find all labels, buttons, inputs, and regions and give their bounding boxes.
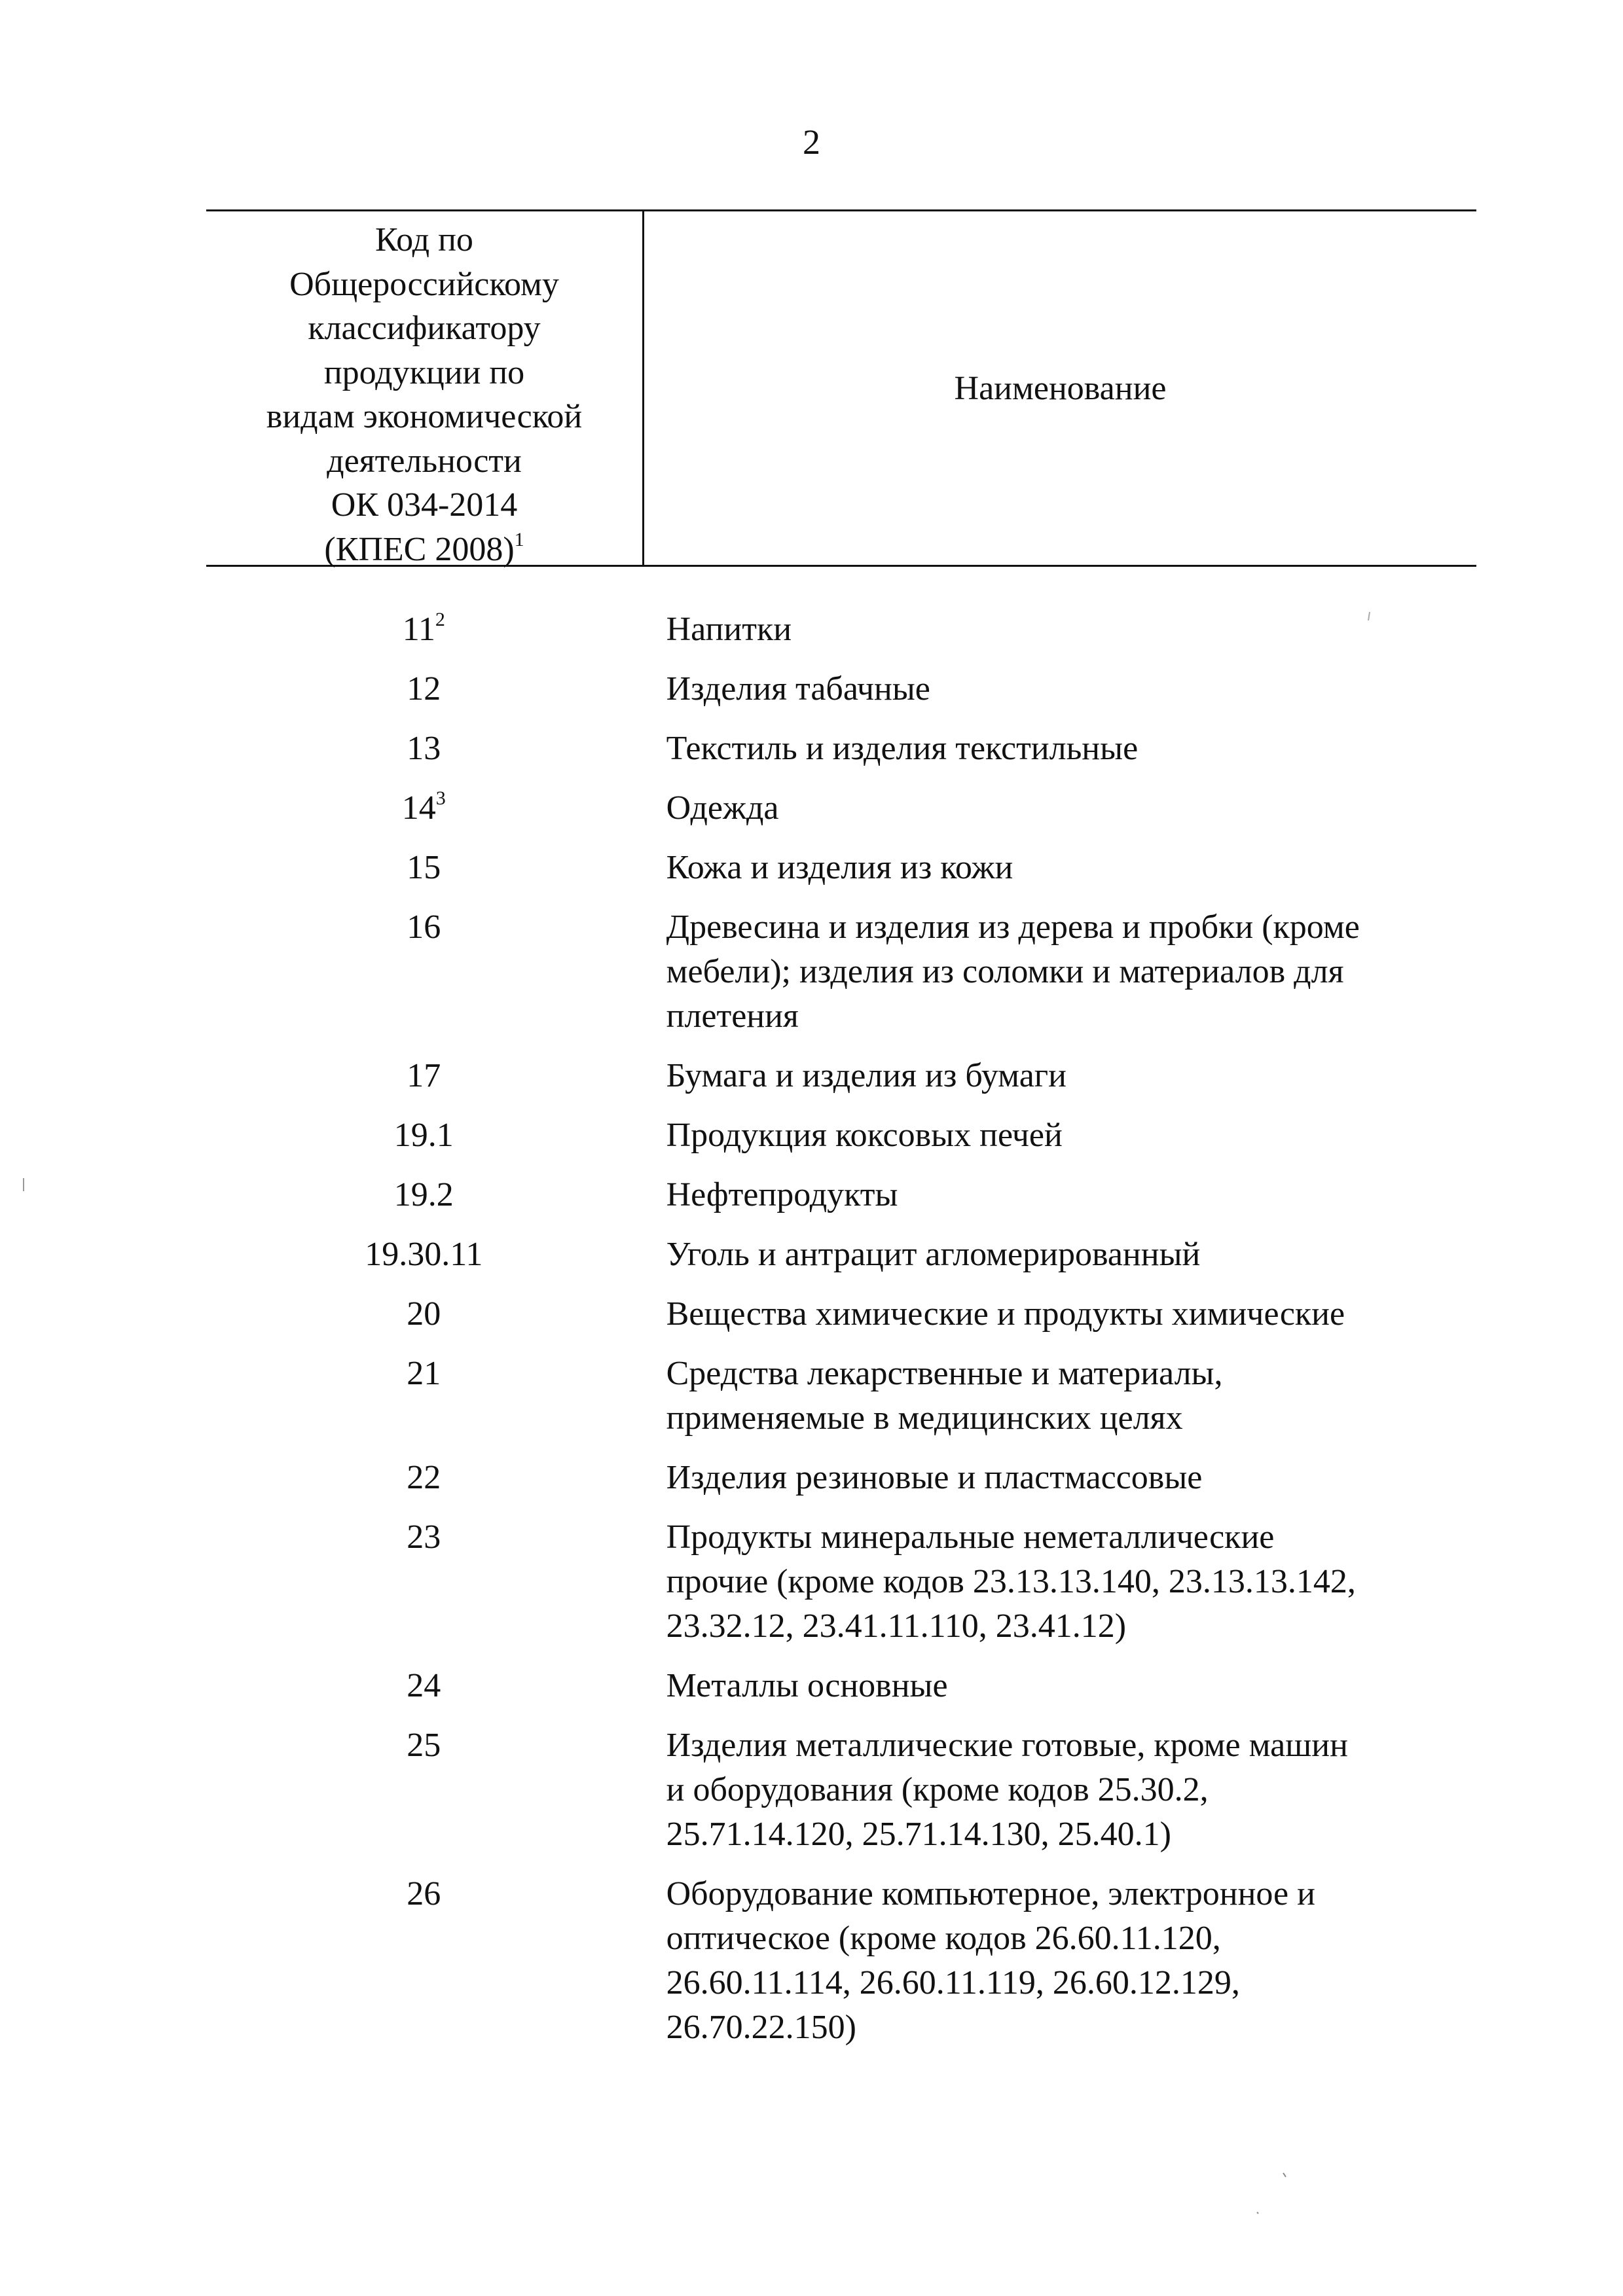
row-name-line: Изделия металлические готовые, кроме машин bbox=[666, 1727, 1348, 1764]
header-code-kpes: (КПЕС 2008) bbox=[324, 530, 515, 568]
row-name-line: Уголь и антрацит агломерированный bbox=[666, 1236, 1201, 1273]
row-name-line: 26.60.11.114, 26.60.11.119, 26.60.12.129, bbox=[666, 1964, 1240, 2001]
row-name-line: 25.71.14.120, 25.71.14.130, 25.40.1) bbox=[666, 1816, 1171, 1853]
row-name-line: применяемые в медицинских целях bbox=[666, 1399, 1183, 1437]
row-code-text: 12 bbox=[407, 670, 441, 708]
row-code-text: 15 bbox=[407, 849, 441, 886]
row-name-line: 23.32.12, 23.41.11.110, 23.41.12) bbox=[666, 1607, 1127, 1645]
row-name-line: плетения bbox=[666, 997, 799, 1035]
header-code-line: ОК 034-2014 bbox=[331, 486, 518, 524]
row-code-text: 14 bbox=[401, 789, 436, 827]
header-code-line: видам экономической bbox=[266, 398, 583, 435]
row-name-line: Текстиль и изделия текстильные bbox=[666, 730, 1139, 767]
scan-speck bbox=[1257, 2212, 1258, 2214]
header-code-line: Код по bbox=[375, 221, 473, 259]
row-code-text: 26 bbox=[407, 1875, 441, 1912]
row-name-line: Бумага и изделия из бумаги bbox=[666, 1057, 1067, 1094]
header-code-line: классификатору bbox=[308, 310, 541, 347]
row-name-line: 26.70.22.150) bbox=[666, 2009, 856, 2046]
row-name-line: Металлы основные bbox=[666, 1667, 948, 1704]
row-code-text: 19.1 bbox=[393, 1117, 454, 1154]
header-code-line: Общероссийскому bbox=[289, 265, 559, 303]
row-name-line: Изделия табачные bbox=[666, 670, 930, 708]
row-name-line: Средства лекарственные и материалы, bbox=[666, 1355, 1223, 1392]
row-code-text: 17 bbox=[407, 1057, 441, 1094]
row-code-text: 19.30.11 bbox=[365, 1236, 483, 1273]
row-code-text: 16 bbox=[407, 908, 441, 946]
footnote-marker: 2 bbox=[435, 609, 445, 630]
row-code-text: 25 bbox=[407, 1727, 441, 1764]
page-number: 2 bbox=[803, 122, 820, 162]
row-code-text: 24 bbox=[407, 1667, 441, 1704]
row-code-text: 20 bbox=[407, 1295, 441, 1333]
row-name-line: Вещества химические и продукты химические bbox=[666, 1295, 1345, 1333]
row-name-line: прочие (кроме кодов 23.13.13.140, 23.13.13.142, bbox=[666, 1563, 1356, 1600]
row-name-line: и оборудования (кроме кодов 25.30.2, bbox=[666, 1771, 1209, 1808]
row-name-line: Напитки bbox=[666, 611, 792, 648]
footnote-marker: 3 bbox=[435, 787, 446, 809]
scan-speck bbox=[1283, 2173, 1286, 2177]
row-code-text: 19.2 bbox=[393, 1176, 454, 1213]
row-code-text: 23 bbox=[407, 1518, 441, 1556]
header-code-line: деятельности bbox=[327, 442, 522, 480]
row-name-line: Изделия резиновые и пластмассовые bbox=[666, 1459, 1203, 1496]
row-code-text: 11 bbox=[402, 611, 435, 648]
row-name-line: Продукты минеральные неметаллические bbox=[666, 1518, 1275, 1556]
row-name-line: Оборудование компьютерное, электронное и bbox=[666, 1875, 1315, 1912]
row-name-line: Одежда bbox=[666, 789, 779, 827]
header-name-label: Наименование bbox=[954, 369, 1167, 407]
row-name-line: Нефтепродукты bbox=[666, 1176, 898, 1213]
row-code-text: 22 bbox=[407, 1459, 441, 1496]
row-name-line: Кожа и изделия из кожи bbox=[666, 849, 1013, 886]
row-code-text: 21 bbox=[407, 1355, 441, 1392]
row-name-line: оптическое (кроме кодов 26.60.11.120, bbox=[666, 1920, 1221, 1957]
row-code-text: 13 bbox=[407, 730, 441, 767]
row-name-line: мебели); изделия из соломки и материалов для bbox=[666, 953, 1344, 990]
row-name-line: Продукция коксовых печей bbox=[666, 1117, 1063, 1154]
row-name-line: Древесина и изделия из дерева и пробки (кроме bbox=[666, 908, 1360, 946]
header-code-line: продукции по bbox=[323, 353, 525, 391]
footnote-marker: 1 bbox=[514, 528, 524, 550]
scan-speck bbox=[1368, 612, 1370, 620]
